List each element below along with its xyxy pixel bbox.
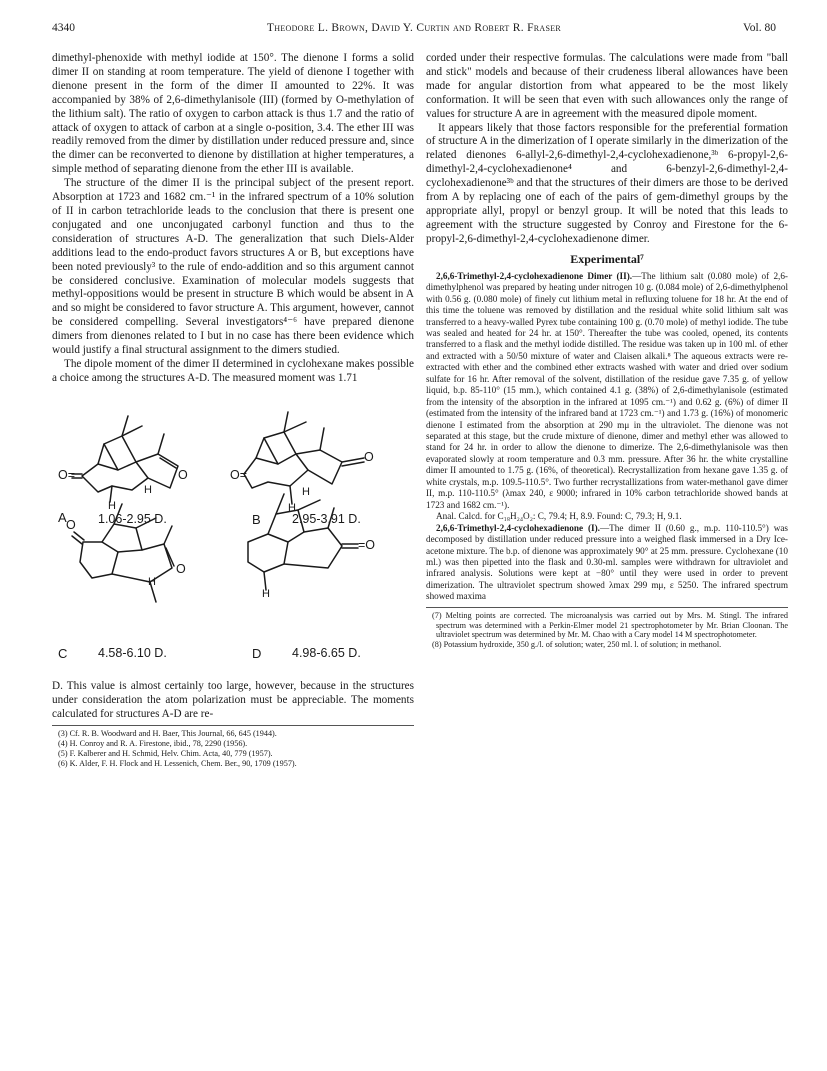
range-d: 4.98-6.65 D.	[292, 645, 361, 660]
atom-label: O	[364, 449, 374, 464]
procedure-text: —The lithium salt (0.080 mole) of 2,6-dimethylphenol was prepared by heating under nitrogen 10 g. (0.084 mole) of 2,6-dimethylphenol with 0.56 g. (0.080 mole) of finely cut lithium metal in refluxing toluene for 18 hr. At the end of this time the toluene was removed by distillation and the residual white solid lithium salt was transferred to a heavy-walled Pyrex tube containing 100 g. (0.70 mole) of methyl iodide. The tube was sealed and heated for 24 hr. at 150°. Thereafter the tube was cooled, opened, its contents transferred to a flask and the methyl iodide distilled. The residue was taken up in 100 ml. of ether and extracted with a 50/50 mixture of water and Claisen alkali.⁸ The aqueous extracts were re-extracted with ether and the combined ether extracts washed with water and dried over sodium sulfate for 16 hr. After removal of the solvent, distillation of the residue gave 7.35 g. of yellow liquid, b.p. 85-110° (15 mm.), which contained 4.1 g. (38%) of 2,6-dimethylanisole (estimated from the intensity of the absorption in the infrared at 1095 cm.⁻¹) and 0.62 g. (6%) of dimer II (estimated from the intensity of the infrared band at 1723 cm.⁻¹) and 1.73 g. (16%) of monomeric dienone I estimated from the absorption at 290 mμ in the ultraviolet. The dienone was not separated at this stage, but the crude mixture of dienone, dimer and methyl ether was allowed to stand for 24 hr. in order to allow the dienone to dimerize. The 2,6-dimethylanisole was then evaporated slowly at room temperature and 0.3 mm. pressure. After 36 hr. the white crystalline dimer II amounted to 1.75 g. (16%, of theoretical). Recrystallization from hexane gave 1.35 g. of white crystals, m.p. 109.5-110.5°. Two further recrystallizations from water-methanol gave dimer II, m.p. 110-110.5° (λmax 240, ε 9000; infrared in 10% carbon tetrachloride showed bands at 1723 and 1682 cm.⁻¹).	[426, 270, 788, 510]
structure-d-drawing	[248, 494, 358, 590]
atom-label: H	[148, 575, 156, 588]
procedure-text: —The dimer II (0.60 g., m.p. 110-110.5°) was decomposed by distillation under reduced pressure into a weighed flask immersed in a Dry Ice-acetone mixture. The b.p. of dienone was approximately 90° at 25 mm. pressure. Cyclohexane (10 ml.) was then pipetted into the flask and 0.30-ml. samples were withdrawn for ultraviolet and infrared analysis. Solutions were kept at −80° until they were used in order to prevent dimerization. The ultraviolet spectrum showed λmax 299 mμ, ε 5250. The infrared spectrum showed maxima	[426, 522, 788, 602]
analysis: Anal. Calcd. for C₁₈H₂₄O₂: C, 79.4; H, 8.9. Found: C, 79.3; H, 9.1.	[436, 511, 682, 522]
label-d: D	[252, 645, 262, 661]
footnote: (5) F. Kalberer and H. Schmid, Helv. Chim. Acta, 40, 779 (1957).	[58, 748, 273, 758]
range-b: 2.95-3.91 D.	[292, 511, 361, 526]
page-header	[52, 22, 776, 38]
paragraph: corded under their respective formulas. The calculations were made from "ball and stick" models and because of their crudeness liberal allowances have been made for angular distortion from what appeared to be the most likely conformation. It will be seen that even with such allowances only the range of values for structure A are in agreement with the measured dipole moment.	[426, 52, 788, 120]
experimental-paragraph	[426, 271, 788, 512]
footnote-rule	[426, 607, 788, 608]
footnote: (4) H. Conroy and R. A. Firestone, ibid., 78, 2290 (1956).	[58, 739, 248, 749]
label-c: C	[58, 645, 68, 661]
page-number: 4340	[52, 22, 75, 34]
procedure-title: 2,6,6-Trimethyl-2,4-cyclohexadienone Dimer (II).	[436, 270, 633, 281]
footnote: (7) Melting points are corrected. The microanalysis was carried out by Mrs. M. Stingl. The infrared spectrum was determined with a Perkin-Elmer model 21 spectrophotometer by Mr. Brian Cloonan. The ultraviolet spectrum was determined by Mr. M. Chao with a Cary model 14 M spectrophotometer.	[432, 610, 788, 640]
paragraph: The structure of the dimer II is the principal subject of the present report. Absorption at 1723 and 1682 cm.⁻¹ in the infrared spectrum of a 10% solution of II in carbon tetrachloride leads to the conclusion that there is present one conjugated and one unconjugated carbonyl function and thus to the consideration of structures A-D. The generalization that such Diels-Alder additions lead to the endo-product favors structures A or B, but exceptions have been noted previously³ to the rule of endo-addition and so this argument cannot be considered conclusive. Examination of molecular models suggests that methyl-oppositions would be present in structure B which would be absent in A and so might be considered to favor structure A. This argument, however, cannot be considered compelling. Several investigators⁴⁻⁶ have prepared dienone dimers from dienones related to I but in no case has there been evidence which would justify a final structural assignment to the dimers studied.	[52, 177, 414, 357]
footnote: (6) K. Alder, F. H. Flock and H. Lessenich, Chem. Ber., 90, 1709 (1957).	[58, 758, 297, 768]
structure-drawings	[52, 392, 414, 672]
running-authors: Theodore L. Brown, David Y. Curtin and Robert R. Fraser	[266, 22, 562, 34]
left-column	[52, 52, 414, 768]
procedure-title: 2,6,6-Trimethyl-2,4-cyclohexadienone (I).	[436, 522, 600, 533]
atom-label: O=	[58, 467, 76, 482]
paragraph: The dipole moment of the dimer II determined in cyclohexane makes possible a choice among the structures A-D. The measured moment was 1.71	[52, 357, 414, 384]
paragraph: D. This value is almost certainly too large, however, because in the structures under consideration the atom polarization must be appreciable. The moments calculated for structures A-D are re-	[52, 679, 414, 720]
atom-label: O	[176, 561, 186, 576]
label-a: A	[58, 509, 67, 525]
atom-label: H	[144, 483, 152, 496]
label-b: B	[252, 511, 261, 527]
paragraph: dimethyl-phenoxide with methyl iodide at 150°. The dienone I forms a solid dimer II on standing at room temperature. The yield of dienone I together with dienone present in the form of the dimer II amounted to 22%. It was accompanied by 38% of 2,6-dimethylanisole (III) (formed by O-methylation of the lithium salt). The ratio of oxygen to carbon attack is thus 1.7 and the ratio of attack of oxygen to attack of carbon at a single o-position, 3.4. The ether III was readily removed from the dimer by distillation under reduced pressure and, since the dimer can be reconverted to dienone by distillation at higher temperatures, a simple method of separating dienone from the ether III is available.	[52, 52, 414, 176]
range-a: 1.06-2.95 D.	[98, 511, 167, 526]
footnote: (8) Potassium hydroxide, 350 g./l. of solution; water, 250 ml. l. of solution; in methanol.	[432, 639, 722, 649]
experimental-paragraph	[426, 523, 788, 603]
volume-label: Vol. 80	[742, 22, 776, 34]
footnote-rule	[52, 725, 414, 726]
paragraph: It appears likely that those factors responsible for the preferential formation of structure A in the dimerization of I operate similarly in the dimerization of the related dienones 6-allyl-2,6-dimethyl-2,4-cyclohexadienone,³ᵇ 6-propyl-2,6-dimethyl-2,4-cyclohexadienone⁴ and 6-benzyl-2,6-dimethyl-2,4-cyclohexadienone³ᵇ and that the structures of their dimers are those to be derived from A by replacing one of each of the pairs of gem-dimethyl groups by the appropriate allyl, propyl or benzyl group. It will be noted that this leads to agreement with the structure suggested by Conroy and Firestone for the 6-propyl-2,6-dimethyl-2,4-cyclohexadienone dimer.	[426, 121, 788, 245]
atom-label: O=	[230, 467, 248, 482]
structure-a-drawing	[72, 416, 178, 502]
atom-label: H	[262, 587, 270, 600]
range-c: 4.58-6.10 D.	[98, 645, 167, 660]
atom-label: =O	[358, 537, 376, 552]
right-column	[426, 52, 788, 650]
atom-label: H	[108, 499, 116, 512]
atom-label: O	[178, 467, 188, 482]
section-title: Experimental⁷	[570, 251, 644, 266]
atom-label: H	[288, 501, 296, 514]
atom-label: H	[302, 485, 310, 498]
atom-label: O	[66, 517, 76, 532]
structures-figure	[52, 392, 414, 672]
footnote: (3) Cf. R. B. Woodward and H. Baer, This Journal, 66, 645 (1944).	[58, 729, 277, 739]
